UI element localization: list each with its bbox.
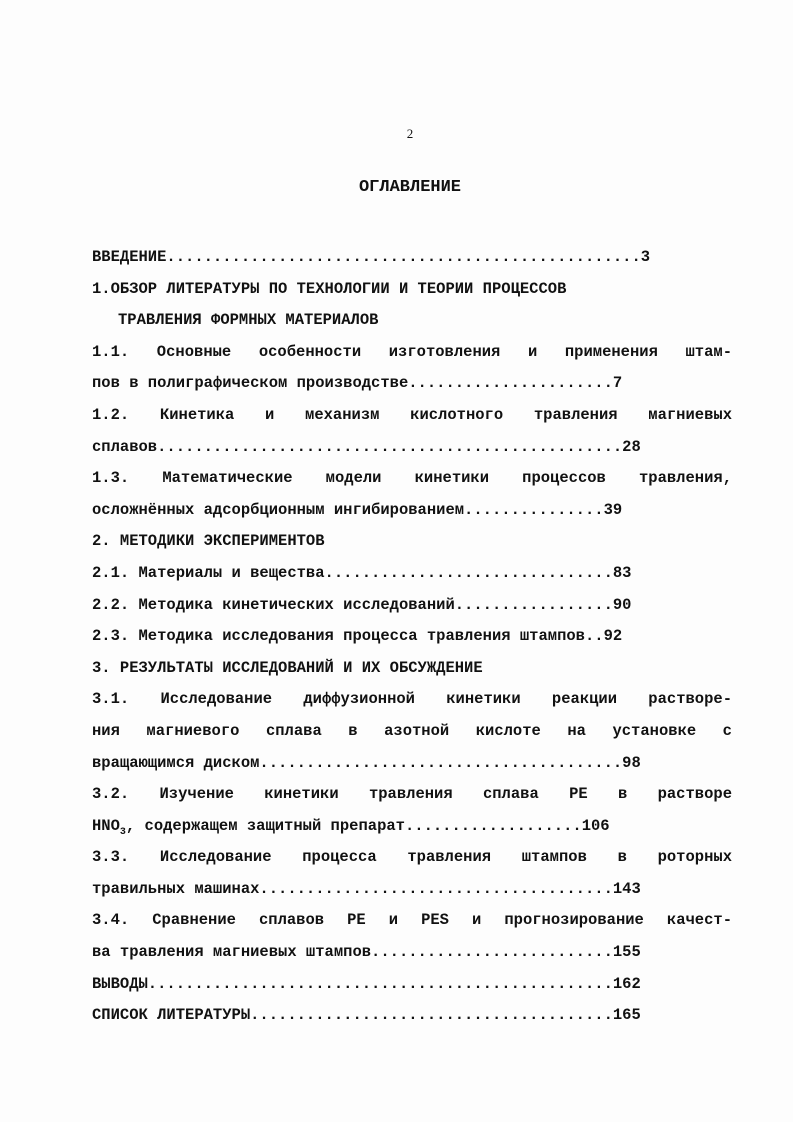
toc-line: 2. МЕТОДИКИ ЭКСПЕРИМЕНТОВ: [92, 532, 325, 551]
toc-line: ТРАВЛЕНИЯ ФОРМНЫХ МАТЕРИАЛОВ: [118, 311, 379, 330]
toc-line: ва травления магниевых штампов..........................155: [92, 943, 641, 962]
toc-line: пов в полиграфическом производстве......................7: [92, 374, 623, 393]
toc-line: 3.1. Исследование диффузионной кинетики реакции растворе-: [92, 690, 732, 709]
toc-line: 3.4. Сравнение сплавов PE и PES и прогнозирование качест-: [92, 911, 732, 930]
toc-line: 3.2. Изучение кинетики травления сплава PE в растворе: [92, 785, 732, 804]
toc-line: вращающимся диском.......................................98: [92, 753, 641, 772]
toc-line: СПИСОК ЛИТЕРАТУРЫ.......................................165: [92, 1006, 641, 1025]
toc-line: ния магниевого сплава в азотной кислоте на установке с: [92, 721, 732, 740]
formula-hno3: HNO: [92, 816, 120, 835]
toc-line: 1.1. Основные особенности изготовления и применения штам-: [92, 342, 732, 361]
toc-line-text: , содержащем защитный препарат...................106: [125, 816, 610, 835]
toc-line: 3.3. Исследование процесса травления штампов в роторных: [92, 848, 732, 867]
toc-line: 1.2. Кинетика и механизм кислотного травления магниевых: [92, 405, 732, 424]
toc-line: 2.2. Методика кинетических исследований.................90: [92, 595, 632, 614]
toc-line: 1.3. Математические модели кинетики процессов травления,: [92, 469, 732, 488]
page-number: 2: [406, 126, 414, 141]
toc-line: [92, 811, 732, 843]
toc-line: 1.ОБЗОР ЛИТЕРАТУРЫ ПО ТЕХНОЛОГИИ И ТЕОРИИ ПРОЦЕССОВ: [92, 279, 567, 298]
formula-subscript: 3: [119, 826, 126, 838]
toc-line: 2.3. Методика исследования процесса травления штампов..92: [92, 627, 623, 646]
toc-line: 3. РЕЗУЛЬТАТЫ ИССЛЕДОВАНИЙ И ИХ ОБСУЖДЕНИЕ: [92, 658, 483, 677]
toc-line: осложнённых адсорбционным ингибированием...............39: [92, 500, 623, 519]
toc-line: 2.1. Материалы и вещества...............................83: [92, 563, 632, 582]
page-title: ОГЛАВЛЕНИЕ: [358, 178, 462, 197]
toc-line: сплавов..................................................28: [92, 437, 641, 456]
table-of-contents: [92, 242, 732, 1032]
toc-line: ВЫВОДЫ..................................................162: [92, 974, 641, 993]
toc-line: травильных машинах......................................143: [92, 879, 641, 898]
toc-line: ВВЕДЕНИЕ...................................................3: [92, 248, 651, 266]
